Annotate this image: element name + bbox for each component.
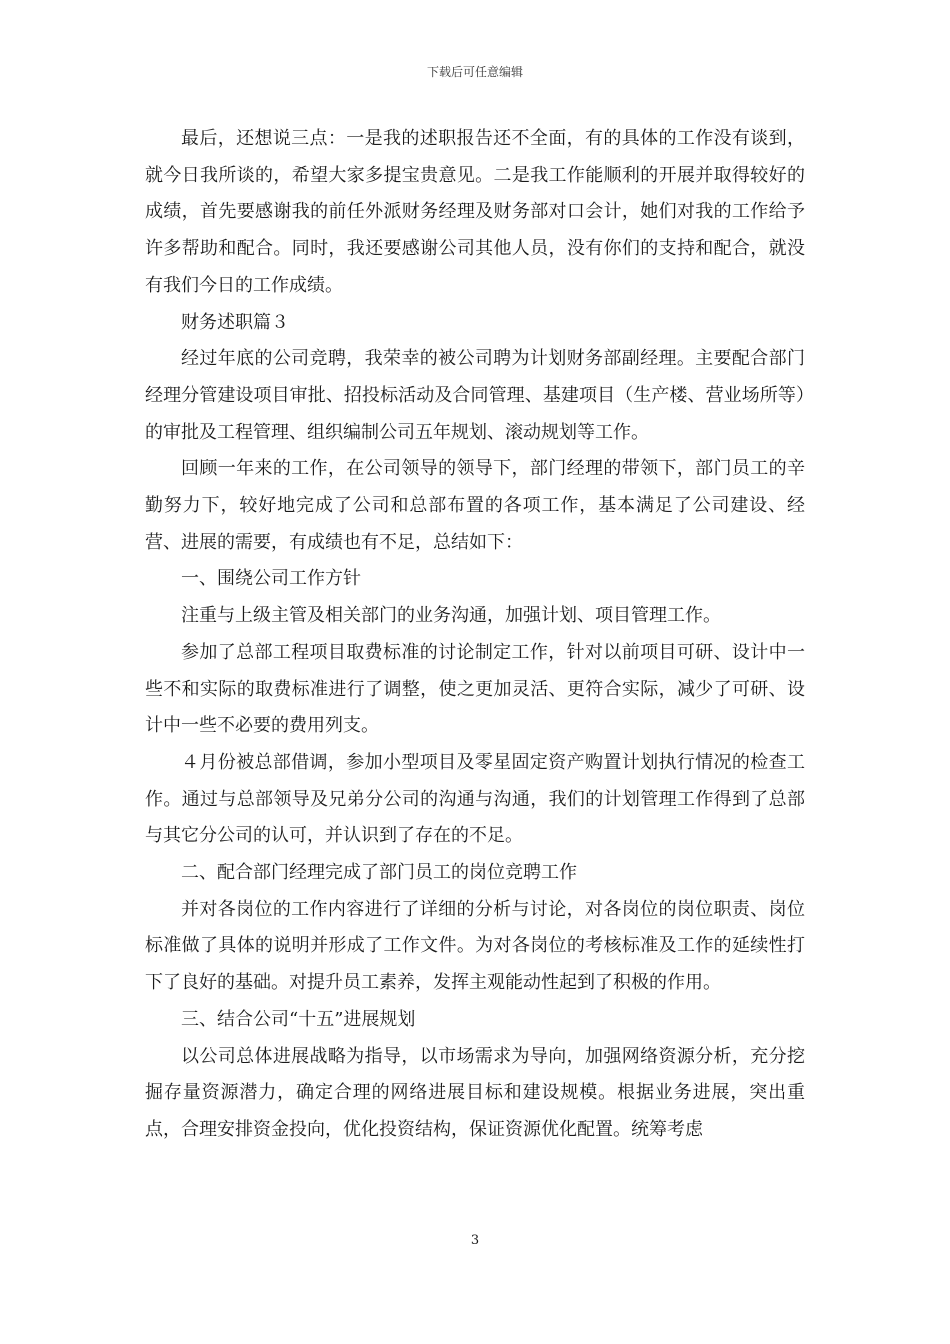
- document-body: [145, 121, 805, 1149]
- paragraph-job-analysis: 并对各岗位的工作内容进行了详细的分析与讨论，对各岗位的岗位职责、岗位标准做了具体的说明并形成了工作文件。为对各岗位的考核标准及工作的延续性打下了良好的基础。对提升员工素养，发挥主观能动性起到了积极的作用。: [145, 898, 805, 994]
- page-header: 下载后可任意编辑: [426, 65, 523, 79]
- paragraph-year-review: 回顾一年来的工作，在公司领导的领导下，部门经理的带领下，部门员工的辛勤努力下，较好地完成了公司和总部布置的各项工作，基本满足了公司建设、经营、进展的需要，有成绩也有不足，总结如下：: [145, 458, 805, 553]
- heading-section-two: 二、配合部门经理完成了部门员工的岗位竞聘工作: [181, 862, 577, 884]
- page-number: 3: [470, 1233, 480, 1248]
- paragraph-appointment: 经过年底的公司竞聘，我荣幸的被公司聘为计划财务部副经理。主要配合部门经理分管建设项目审批、招投标活动及合同管理、基建项目（生产楼、营业场所等）的审批及工程管理、组织编制公司五年规划、滚动规划等工作。: [145, 348, 805, 443]
- heading-section-one: 一、围绕公司工作方针: [181, 568, 361, 590]
- heading-section-three: 三、结合公司“十五”进展规划: [181, 1008, 416, 1030]
- paragraph-development-strategy: 以公司总体进展战略为指导，以市场需求为导向，加强网络资源分析，充分挖掘存量资源潜力，确定合理的网络进展目标和建设规模。根据业务进展，突出重点，合理安排资金投向，优化投资结构，保证资源优化配置。统筹考虑: [145, 1045, 805, 1140]
- paragraph-communication: 注重与上级主管及相关部门的业务沟通，加强计划、项目管理工作。: [181, 605, 721, 627]
- section-title-finance-report-3: 财务述职篇３: [181, 311, 289, 333]
- paragraph-fee-standards: 参加了总部工程项目取费标准的讨论制定工作，针对以前项目可研、设计中一些不和实际的取费标准进行了调整，使之更加灵活、更符合实际，减少了可研、设计中一些不必要的费用列支。: [145, 641, 805, 737]
- paragraph-april-secondment: ４月份被总部借调，参加小型项目及零星固定资产购置计划执行情况的检查工作。通过与总部领导及兄弟分公司的沟通与沟通，我们的计划管理工作得到了总部与其它分公司的认可，并认识到了存在的不足。: [145, 751, 805, 847]
- paragraph-closing-remarks: 最后，还想说三点：一是我的述职报告还不全面，有的具体的工作没有谈到，就今日我所谈的，希望大家多提宝贵意见。二是我工作能顺利的开展并取得较好的成绩，首先要感谢我的前任外派财务经理及财务部对口会计，她们对我的工作给予许多帮助和配合。同时，我还要感谢公司其他人员，没有你们的支持和配合，就没有我们今日的工作成绩。: [145, 128, 805, 296]
